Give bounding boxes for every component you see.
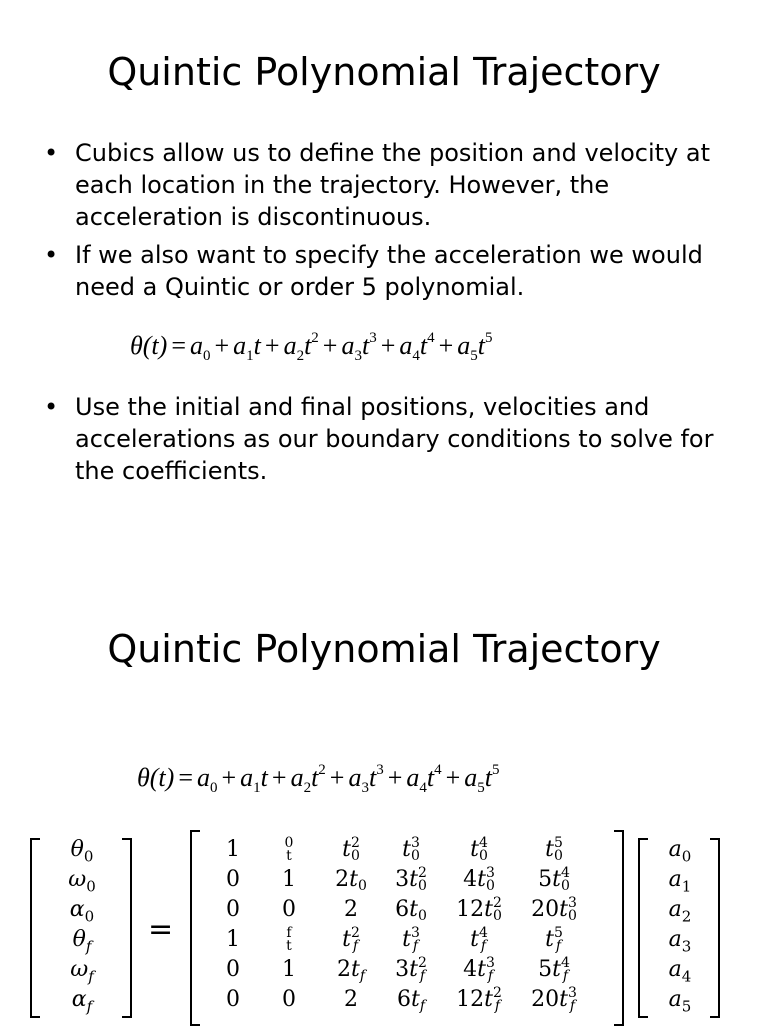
matrix-entry: 2: [344, 987, 358, 1012]
plus-sign: +: [329, 763, 345, 792]
subscript: f: [555, 938, 561, 954]
equation-term: [283, 330, 319, 364]
matrix-entry: [322, 926, 380, 954]
variable: t: [253, 331, 261, 360]
exponent: 2: [311, 330, 319, 346]
coefficient-index: 5: [477, 780, 485, 796]
matrix-entry: 5t 4 0: [538, 865, 570, 894]
bullet-item: • If we also want to specify the acceleration we would need a Quintic or order 5 polynomial.: [44, 239, 734, 303]
exponent: 2: [417, 865, 427, 881]
coefficient: a: [341, 331, 355, 360]
exponent: 2: [492, 895, 502, 911]
matrix-entry: 3t 2 f: [395, 955, 427, 984]
equation-term: [189, 331, 211, 364]
script-stack: [486, 957, 495, 983]
equation-term: [399, 330, 435, 364]
script-stack: [420, 987, 425, 1013]
rhs-vector-index: 5: [681, 997, 692, 1016]
lhs-vector-entry: $\theta_f$: [72, 927, 92, 956]
matrix-entry: 2t f: [336, 957, 366, 984]
plus-sign: +: [380, 331, 396, 360]
variable: t: [545, 927, 554, 952]
matrix-entry: [262, 926, 316, 954]
script-stack: [493, 897, 502, 923]
lhs-vector-entry: $\omega_f$: [70, 957, 94, 986]
variable: t: [484, 987, 493, 1012]
script-stack: [561, 957, 570, 983]
variable: t: [477, 957, 486, 982]
script-stack: [418, 867, 427, 893]
variable: t: [419, 331, 428, 360]
script-stack: [561, 867, 570, 893]
matrix-entry: 5t 4 f: [538, 955, 570, 984]
script-stack: [479, 837, 488, 863]
matrix-entry: 0: [226, 867, 240, 892]
matrix-entry: [514, 926, 594, 954]
coefficient-index: 0: [209, 780, 218, 796]
coefficient-index: 3: [361, 780, 369, 796]
script-stack: [418, 957, 427, 983]
equation-term: [233, 331, 261, 364]
equation-term: [464, 762, 500, 796]
matrix-entry: 1: [282, 867, 296, 892]
rhs-vector-index: 2: [681, 907, 692, 926]
rhs-vector-entry: $a_2$: [668, 897, 692, 926]
lhs-vector-index: f: [85, 937, 92, 956]
left-vector-bracket-left: [30, 838, 40, 1018]
script-stack: [286, 927, 292, 953]
coefficient: a: [240, 763, 254, 792]
matrix-entry: 12t 2 0: [456, 895, 502, 924]
bullet-list: [44, 391, 734, 487]
subscript: 0: [478, 848, 488, 864]
rhs-vector-index: 1: [681, 877, 692, 896]
equation-term: [406, 762, 442, 796]
matrix-bracket-left: [190, 830, 200, 1026]
lhs-vector-entry: $\theta_0$: [70, 837, 94, 866]
exponent: 2: [350, 835, 360, 851]
script-stack: [351, 927, 360, 953]
exponent: 0: [284, 835, 294, 851]
plus-sign: +: [438, 331, 454, 360]
coefficient-index: 1: [253, 780, 261, 796]
subscript: 0: [567, 908, 577, 924]
subscript: f: [494, 998, 500, 1014]
slide-title: Quintic Polynomial Trajectory: [107, 50, 661, 94]
matrix-entry: 3t 2 0: [395, 865, 427, 894]
plus-sign: +: [271, 763, 287, 792]
matrix-entry: 0: [226, 987, 240, 1012]
lhs-vector-index: 0: [83, 847, 94, 866]
exponent: 5: [553, 925, 563, 941]
equation-term: [457, 330, 493, 364]
subscript: 0: [357, 878, 367, 894]
subscript: 0: [417, 908, 427, 924]
script-stack: [285, 837, 294, 863]
equation-term: [348, 762, 384, 796]
subscript: f: [480, 938, 486, 954]
matrix-entry: 20t 3 f: [531, 985, 577, 1014]
script-stack: [493, 987, 502, 1013]
equals-sign: =: [178, 763, 193, 792]
script-stack: [568, 987, 577, 1013]
lhs-vector-index: 0: [84, 907, 95, 926]
coefficient: a: [464, 763, 478, 792]
variable: t: [402, 927, 411, 952]
matrix-entry: [514, 836, 594, 864]
right-vector-bracket-left: [638, 838, 648, 1018]
variable: t: [350, 957, 360, 982]
rhs-vector-index: 0: [681, 847, 692, 866]
subscript: 0: [492, 908, 502, 924]
rhs-vector-index: 4: [681, 967, 692, 986]
coefficient-index: 1: [246, 348, 254, 364]
slide-1: [0, 0, 768, 512]
variable: t: [361, 331, 370, 360]
coefficient: a: [348, 763, 362, 792]
coefficient-index: 4: [412, 348, 420, 364]
equals-sign: =: [171, 331, 186, 360]
subscript: 0: [417, 878, 427, 894]
subscript: f: [419, 968, 425, 984]
lhs-vector-entry: $\alpha_f$: [71, 987, 93, 1016]
variable: t: [552, 957, 561, 982]
script-stack: [358, 867, 367, 893]
subscript: f: [412, 938, 418, 954]
polynomial-equation: [137, 762, 500, 797]
coefficient: a: [233, 331, 247, 360]
subscript: t: [286, 848, 292, 864]
coefficient: a: [196, 763, 210, 792]
variable: t: [470, 837, 479, 862]
rhs-vector-entry: $a_0$: [668, 837, 692, 866]
variable: t: [409, 867, 418, 892]
coefficient: a: [283, 331, 297, 360]
exponent: 3: [410, 835, 420, 851]
subscript: 0: [485, 878, 495, 894]
subscript: 0: [410, 848, 420, 864]
coefficient-index: 0: [202, 348, 211, 364]
variable: t: [311, 763, 319, 792]
matrix-entry: 1: [226, 927, 240, 952]
rhs-vector-index: 3: [681, 937, 692, 956]
equals-sign: =: [148, 912, 174, 947]
coefficient-index: 2: [303, 780, 312, 796]
slide-2: [0, 512, 768, 1024]
script-stack: [554, 837, 563, 863]
exponent: 3: [369, 330, 377, 346]
subscript: f: [487, 968, 493, 984]
equation-lhs: θ(t): [137, 763, 175, 792]
matrix-entry: 4t 3 0: [463, 865, 495, 894]
polynomial-equation: [130, 330, 493, 365]
script-stack: [486, 867, 495, 893]
coefficient: a: [189, 331, 203, 360]
script-stack: [360, 957, 365, 983]
matrix-entry: 0: [226, 897, 240, 922]
matrix-entry: 0: [226, 957, 240, 982]
rhs-vector-entry: $a_4$: [668, 957, 692, 986]
coefficient: a: [399, 331, 413, 360]
subscript: f: [352, 938, 358, 954]
script-stack: [411, 837, 420, 863]
equation-lhs: θ(t): [130, 331, 168, 360]
variable: t: [426, 763, 435, 792]
matrix-entry: [262, 836, 316, 864]
lhs-vector-entry: $\alpha_0$: [69, 897, 95, 926]
matrix-entry: 2t 0: [335, 867, 367, 894]
exponent: 4: [427, 330, 435, 346]
exponent: 3: [485, 955, 495, 971]
exponent: f: [286, 925, 292, 941]
matrix-entry: 1: [226, 837, 240, 862]
matrix-entry: 6t 0: [395, 897, 427, 924]
variable: t: [484, 897, 493, 922]
variable: t: [342, 927, 351, 952]
variable: t: [559, 897, 568, 922]
exponent: 4: [560, 955, 570, 971]
script-stack: [568, 897, 577, 923]
plus-sign: +: [387, 763, 403, 792]
subscript: f: [569, 998, 575, 1014]
matrix-entry: 20t 3 0: [531, 895, 577, 924]
matrix-entry: [322, 836, 380, 864]
plus-sign: +: [214, 331, 230, 360]
variable: t: [409, 897, 418, 922]
script-stack: [554, 927, 563, 953]
subscript: f: [359, 968, 366, 984]
exponent: 4: [560, 865, 570, 881]
variable: t: [260, 763, 268, 792]
variable: t: [484, 763, 493, 792]
matrix-entry: [380, 836, 442, 864]
lhs-vector-entry: $\omega_0$: [68, 867, 96, 896]
script-stack: [418, 897, 427, 923]
variable: t: [409, 957, 418, 982]
exponent: 5: [553, 835, 563, 851]
matrix-bracket-right: [614, 830, 624, 1026]
matrix-entry: 4t 3 f: [463, 955, 495, 984]
coefficient: a: [406, 763, 420, 792]
coefficient: a: [290, 763, 304, 792]
variable: t: [402, 837, 411, 862]
slide-title: Quintic Polynomial Trajectory: [107, 627, 661, 671]
matrix-entry: 0: [282, 897, 296, 922]
variable: t: [477, 331, 486, 360]
exponent: 3: [410, 925, 420, 941]
exponent: 2: [350, 925, 360, 941]
exponent: 3: [567, 985, 577, 1001]
lhs-vector-index: 0: [86, 877, 96, 896]
matrix-entry: 0: [282, 987, 296, 1012]
subscript: 0: [560, 878, 570, 894]
subscript: 0: [553, 848, 563, 864]
equation-term: [196, 763, 218, 796]
left-vector-bracket-right: [122, 838, 132, 1018]
subscript: t: [286, 938, 292, 954]
exponent: 3: [567, 895, 577, 911]
exponent: 4: [478, 925, 488, 941]
matrix-entry: 12t 2 f: [456, 985, 502, 1014]
plus-sign: +: [322, 331, 338, 360]
variable: t: [477, 867, 486, 892]
variable: t: [410, 987, 420, 1012]
subscript: f: [562, 968, 568, 984]
equation-term: [290, 762, 326, 796]
rhs-vector-entry: $a_5$: [668, 987, 692, 1016]
coefficient-index: 3: [354, 348, 362, 364]
variable: t: [368, 763, 377, 792]
matrix-entry: [380, 926, 442, 954]
coefficient-index: 4: [419, 780, 427, 796]
coefficient-index: 5: [470, 348, 478, 364]
exponent: 2: [318, 762, 326, 778]
exponent: 2: [492, 985, 502, 1001]
plus-sign: +: [445, 763, 461, 792]
coefficient-index: 2: [296, 348, 305, 364]
exponent: 3: [376, 762, 384, 778]
subscript: 0: [350, 848, 360, 864]
matrix-entry: [444, 836, 514, 864]
variable: t: [349, 867, 358, 892]
exponent: 5: [492, 762, 500, 778]
exponent: 5: [485, 330, 493, 346]
variable: t: [470, 927, 479, 952]
matrix-entry: 1: [282, 957, 296, 982]
variable: t: [552, 867, 561, 892]
equation-term: [240, 763, 268, 796]
script-stack: [351, 837, 360, 863]
script-stack: [479, 927, 488, 953]
exponent: 4: [434, 762, 442, 778]
lhs-vector-index: f: [88, 967, 94, 986]
matrix-entry: 2: [344, 897, 358, 922]
exponent: 4: [478, 835, 488, 851]
plus-sign: +: [264, 331, 280, 360]
coefficient: a: [457, 331, 471, 360]
variable: t: [304, 331, 312, 360]
bullet-list: [44, 137, 734, 303]
rhs-vector-entry: $a_1$: [668, 867, 692, 896]
matrix-entry: 6t f: [396, 987, 426, 1014]
bullet-item: • Use the initial and final positions, velocities and accelerations as our boundary conditions to solve for the coefficients.: [44, 391, 734, 487]
bullet-item: • Cubics allow us to define the position and velocity at each location in the trajectory. However, the acceleration is discontinuous.: [44, 137, 734, 233]
rhs-vector-entry: $a_3$: [668, 927, 692, 956]
exponent: 3: [485, 865, 495, 881]
subscript: f: [419, 998, 426, 1014]
exponent: 2: [417, 955, 427, 971]
equation-term: [341, 330, 377, 364]
variable: t: [545, 837, 554, 862]
plus-sign: +: [221, 763, 237, 792]
boundary-condition-matrix-equation: [30, 830, 740, 1024]
right-vector-bracket-right: [710, 838, 720, 1018]
lhs-vector-index: f: [86, 997, 93, 1016]
variable: t: [559, 987, 568, 1012]
script-stack: [411, 927, 420, 953]
variable: t: [342, 837, 351, 862]
matrix-entry: [444, 926, 514, 954]
